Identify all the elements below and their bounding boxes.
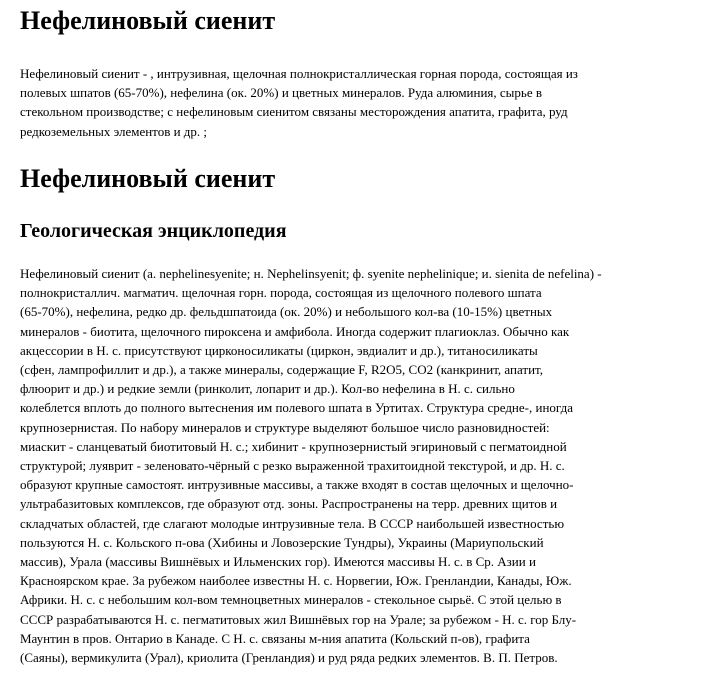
text-line: (Саяны), вермикулита (Урал), криолита (Гренландия) и руд ряда редких элементов. В. П. Петров. bbox=[20, 650, 558, 666]
text-line: минералов - биотита, щелочного пироксена и амфибола. Иногда содержит плагиоклаз. Обычно как bbox=[20, 323, 570, 339]
text-line: Нефелиновый сиенит (a. nephelinesyenite; н. Nephelinsyenit; ф. syenite nephelinique; и. sienita de nefelina) - bbox=[20, 266, 602, 281]
text-line: редкоземельных элементов и др. ; bbox=[20, 123, 208, 139]
text-line: пользуются Н. с. Кольского п-ова (Хибины и Ловозерские Тундры), Украины (Мариупольский bbox=[20, 534, 544, 550]
text-line: массив), Урала (массивы Вишнёвых и Ильменских гор). Имеются массивы Н. с. в Ср. Азии и bbox=[20, 554, 536, 570]
text-line: Нефелиновый сиенит - , интрузивная, щелочная полнокристаллическая горная порода, состоящая из bbox=[20, 66, 578, 81]
encyclopedia-title: Нефелиновый сиенит bbox=[20, 164, 276, 193]
text-line: структурой; луяврит - зеленовато-чёрный с резко выраженной трахитоидной текстурой, и др. Н. с. bbox=[20, 458, 565, 474]
encyclopedia-body bbox=[20, 264, 720, 667]
text-line: СССР разрабатываются Н. с. пегматитовых жил Вишнёвых гор на Урале; за рубежом - Н. с. гор Блу- bbox=[20, 611, 577, 627]
text-line: стекольном производстве; с нефелиновым сиенитом связаны месторождения апатита, графита, руд bbox=[20, 104, 568, 120]
article-body bbox=[20, 64, 720, 141]
text-line: образуют крупные самостоят. интрузивные массивы, а также входят в состав щелочных и щелочно- bbox=[20, 477, 574, 493]
text-line: ультрабазитовых комплексов, где образуют отд. зоны. Распространены на терр. древних щитов и bbox=[20, 496, 558, 512]
article-title: Нефелиновый сиенит bbox=[20, 6, 276, 35]
text-line: флюорит и др.) и редкие земли (ринколит, лопарит и др.). Кол-во нефелина в Н. с. сильно bbox=[20, 381, 515, 397]
text-line: полевых шпатов (65-70%), нефелина (ок. 20%) и цветных минералов. Руда алюминия, сырье в bbox=[20, 85, 542, 101]
text-line: колеблется вплоть до полного вытеснения им полевого шпата в Уртитах. Структура средне-, иногда bbox=[20, 400, 573, 416]
text-line: миаскит - сланцеватый биотитовый Н. с.; хибинит - крупнозернистый эгириновый с пегматоидной bbox=[20, 438, 567, 454]
text-line: (65-70%), нефелина, редко др. фельдшпатоида (ок. 20%) и небольшого кол-ва (10-15%) цветных bbox=[20, 304, 553, 320]
text-line: крупнозернистая. По набору минералов и структуре выделяют большое число разновидностей: bbox=[20, 419, 550, 435]
text-line: Красноярском крае. За рубежом наиболее известны Н. с. Норвегии, Юж. Гренландии, Канады, Юж. bbox=[20, 573, 572, 589]
text-line: Африки. Н. с. с небольшим кол-вом темноцветных минералов - стекольное сырьё. С этой целью в bbox=[20, 592, 562, 608]
text-line: полнокристаллич. магматич. щелочная горн. порода, состоящая из щелочного полевого шпата bbox=[20, 285, 542, 301]
encyclopedia-source: Геологическая энциклопедия bbox=[20, 220, 287, 242]
text-line: Маунтин в пров. Онтарио в Канаде. С Н. с. связаны м-ния апатита (Кольский п-ов), графита bbox=[20, 630, 530, 646]
text-line: акцессории в Н. с. присутствуют цирконосиликаты (циркон, эвдиалит и др.), титаносиликаты bbox=[20, 342, 538, 358]
text-line: (сфен, лампрофиллит и др.), а также минералы, содержащие F, R2O5, CO2 (канкринит, апатит, bbox=[20, 362, 544, 378]
text-line: складчатых областей, где слагают молодые интрузивные тела. В СССР наибольшей известностью bbox=[20, 515, 565, 531]
